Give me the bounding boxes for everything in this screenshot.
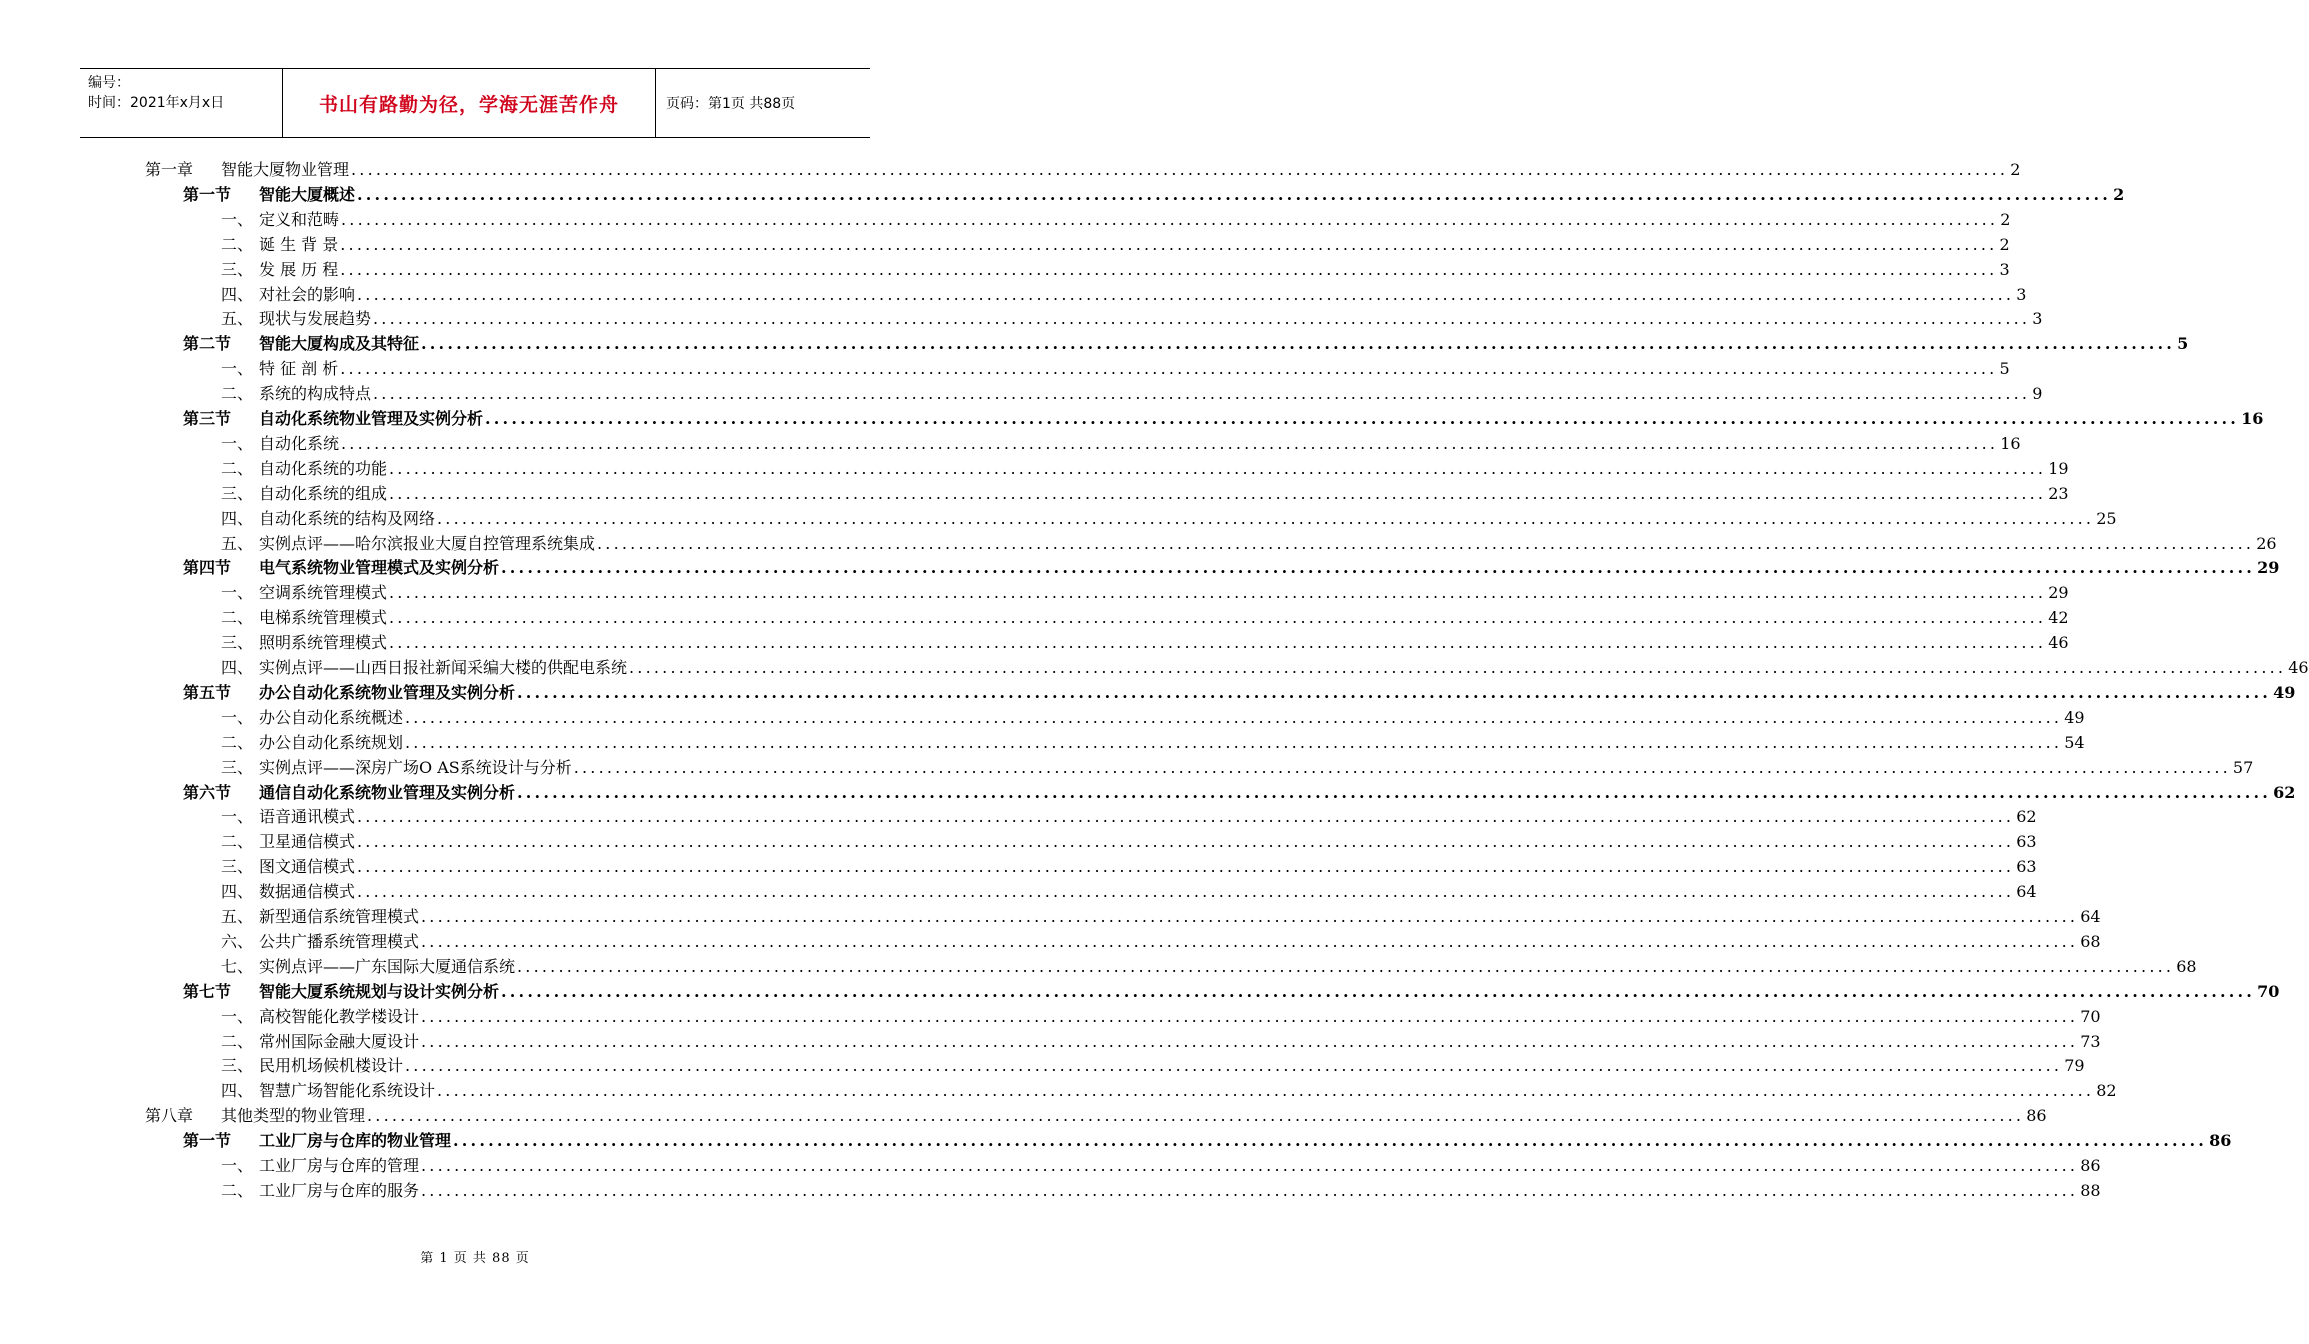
toc-leader-dots: ........................................................................................................................................................................................................: [357, 832, 2015, 852]
toc-entry-item[interactable]: [221, 606, 2069, 630]
toc-entry-title: 发 展 历 程: [259, 259, 339, 279]
toc-entry-page: 68: [2176, 956, 2197, 976]
toc-entry-page: 70: [2257, 981, 2280, 1001]
toc-leader-dots: ........................................................................................................................................................................................................: [389, 583, 2047, 603]
toc-entry-page: 62: [2016, 807, 2037, 827]
toc-entry-number: 七、: [221, 956, 254, 976]
toc-entry-title: 办公自动化系统规划: [259, 732, 404, 752]
toc-entry-item[interactable]: [221, 507, 2117, 531]
toc-entry-number: 三、: [221, 757, 254, 777]
toc-leader-dots: ........................................................................................................................................................................................................: [357, 882, 2015, 902]
toc-entry-page: 63: [2016, 857, 2037, 877]
toc-entry-number: 三、: [221, 1056, 254, 1076]
toc-entry-page: 16: [2000, 433, 2021, 453]
toc-entry-page: 46: [2048, 633, 2069, 653]
toc-leader-dots: ........................................................................................................................................................................................................: [597, 533, 2255, 553]
toc-entry-title: 智能大厦构成及其特征: [259, 334, 420, 354]
toc-entry-title: 工业厂房与仓库的物业管理: [259, 1131, 452, 1151]
toc-entry-item[interactable]: [221, 457, 2069, 481]
toc-leader-dots: ........................................................................................................................................................................................................: [421, 931, 2079, 951]
toc-entry-page: 5: [1999, 359, 2010, 379]
toc-entry-number: 二、: [221, 732, 254, 752]
toc-entry-title: 公共广播系统管理模式: [259, 931, 420, 951]
toc-entry-title: 现状与发展趋势: [259, 309, 372, 329]
toc-leader-dots: ........................................................................................................................................................................................................: [437, 508, 2095, 528]
toc-leader-dots: ........................................................................................................................................................................................................: [421, 1180, 2079, 1200]
page-header: [80, 68, 870, 138]
toc-entry-title: 实例点评——山西日报社新闻采编大楼的供配电系统: [259, 658, 628, 677]
toc-entry-item[interactable]: [221, 930, 2101, 954]
toc-entry-page: 42: [2048, 608, 2069, 628]
toc-leader-dots: ........................................................................................................................................................................................................: [367, 1106, 2025, 1126]
toc-entry-number: 三、: [221, 483, 254, 503]
toc-entry-item[interactable]: [221, 382, 2043, 406]
toc-entry-title: 工业厂房与仓库的管理: [259, 1156, 420, 1175]
toc-entry-number: 四、: [221, 508, 254, 528]
toc-entry-number: 一、: [221, 1006, 254, 1026]
toc-entry-title: 自动化系统的组成: [259, 483, 388, 503]
toc-entry-number: 三、: [221, 857, 254, 877]
toc-entry-page: 26: [2256, 533, 2277, 553]
toc-entry-number: 五、: [221, 907, 254, 926]
toc-entry-title: 图文通信模式: [259, 857, 356, 877]
toc-entry-number: 三、: [221, 633, 254, 653]
toc-leader-dots: ........................................................................................................................................................................................................: [340, 259, 1998, 279]
toc-entry-page: 19: [2048, 458, 2069, 478]
toc-entry-number: 五、: [221, 533, 254, 553]
toc-entry-number: 一、: [221, 209, 254, 229]
toc-entry-section[interactable]: [183, 980, 2280, 1004]
toc-entry-section[interactable]: [183, 332, 2189, 356]
toc-leader-dots: ........................................................................................................................................................................................................: [357, 184, 2112, 204]
toc-entry-page: 29: [2048, 583, 2069, 603]
toc-entry-title: 实例点评——深房广场O AS系统设计与分析: [259, 757, 572, 777]
toc-entry-title: 智能大厦概述: [259, 184, 356, 204]
toc-entry-number: 二、: [221, 384, 254, 404]
toc-entry-item[interactable]: [221, 258, 2010, 282]
toc-entry-item[interactable]: [221, 307, 2043, 331]
toc-entry-item[interactable]: [221, 805, 2037, 829]
toc-entry-title: 空调系统管理模式: [259, 583, 388, 603]
toc-entry-number: 一、: [221, 433, 254, 453]
toc-entry-item[interactable]: [221, 706, 2085, 730]
toc-entry-page: 29: [2257, 558, 2280, 578]
toc-entry-number: 一、: [221, 1156, 254, 1175]
toc-entry-item[interactable]: [221, 756, 2254, 780]
toc-entry-title: 办公自动化系统物业管理及实例分析: [259, 682, 516, 702]
toc-entry-title: 智慧广场智能化系统设计: [259, 1081, 436, 1101]
toc-entry-title: 实例点评——哈尔滨报业大厦自控管理系统集成: [259, 533, 596, 553]
toc-leader-dots: ........................................................................................................................................................................................................: [421, 1031, 2079, 1051]
toc-entry-title: 卫星通信模式: [259, 832, 356, 852]
toc-entry-title: 自动化系统的功能: [259, 458, 388, 478]
toc-entry-page: 46: [2288, 658, 2309, 677]
toc-entry-number: 第二节: [183, 334, 232, 354]
toc-leader-dots: ........................................................................................................................................................................................................: [573, 757, 2231, 777]
toc-entry-item[interactable]: [221, 482, 2069, 506]
toc-entry-title: 自动化系统的结构及网络: [259, 508, 436, 528]
toc-entry-number: 一、: [221, 583, 254, 603]
toc-entry-item[interactable]: [221, 731, 2085, 755]
toc-leader-dots: ........................................................................................................................................................................................................: [341, 433, 1999, 453]
toc-leader-dots: ........................................................................................................................................................................................................: [405, 732, 2063, 752]
toc-entry-page: 82: [2096, 1081, 2117, 1101]
toc-entry-page: 49: [2064, 707, 2085, 727]
toc-entry-item[interactable]: [221, 1079, 2117, 1103]
toc-entry-page: 54: [2064, 732, 2085, 752]
toc-entry-item[interactable]: [221, 880, 2037, 904]
toc-entry-page: 63: [2016, 832, 2037, 852]
toc-entry-page: 64: [2080, 907, 2101, 926]
toc-entry-item[interactable]: [221, 631, 2069, 655]
toc-leader-dots: ........................................................................................................................................................................................................: [421, 1006, 2079, 1026]
toc-entry-number: 二、: [221, 1180, 254, 1200]
toc-entry-number: 四、: [221, 882, 254, 902]
toc-entry-number: 二、: [221, 832, 254, 852]
toc-entry-title: 数据通信模式: [259, 882, 356, 902]
toc-entry-number: 四、: [221, 658, 254, 677]
toc-leader-dots: ........................................................................................................................................................................................................: [340, 234, 1998, 254]
toc-entry-item[interactable]: [221, 283, 2027, 307]
toc-entry-number: 第五节: [183, 682, 232, 702]
toc-entry-number: 第四节: [183, 558, 232, 578]
toc-entry-number: 四、: [221, 1081, 254, 1101]
toc-entry-item[interactable]: [221, 357, 2010, 381]
toc-entry-title: 电气系统物业管理模式及实例分析: [259, 558, 500, 578]
toc-entry-section[interactable]: [183, 183, 2125, 207]
toc-entry-number: 一、: [221, 807, 254, 827]
toc-leader-dots: ........................................................................................................................................................................................................: [517, 956, 2175, 976]
toc-entry-number: 第七节: [183, 981, 232, 1001]
toc-entry-title: 自动化系统物业管理及实例分析: [259, 409, 484, 428]
toc-entry-title: 特 征 剖 析: [259, 359, 339, 379]
toc-entry-title: 智能大厦系统规划与设计实例分析: [259, 981, 500, 1001]
toc-entry-title: 语音通讯模式: [259, 807, 356, 827]
toc-entry-page: 49: [2273, 682, 2296, 702]
toc-entry-page: 2: [2010, 160, 2021, 179]
toc-entry-item[interactable]: [221, 581, 2069, 605]
toc-entry-section[interactable]: [183, 1129, 2232, 1153]
toc-entry-section[interactable]: [183, 681, 2296, 705]
toc-entry-number: 第六节: [183, 782, 232, 802]
toc-entry-title: 高校智能化教学楼设计: [259, 1006, 420, 1026]
toc-entry-page: 70: [2080, 1006, 2101, 1026]
toc-entry-item[interactable]: [221, 1179, 2101, 1203]
toc-entry-number: 第一节: [183, 184, 232, 204]
toc-entry-title: 系统的构成特点: [259, 384, 372, 404]
toc-entry-title: 照明系统管理模式: [259, 633, 388, 653]
toc-entry-section[interactable]: [183, 407, 2264, 431]
toc-entry-number: 二、: [221, 608, 254, 628]
toc-leader-dots: ........................................................................................................................................................................................................: [357, 857, 2015, 877]
toc-leader-dots: ........................................................................................................................................................................................................: [517, 682, 2272, 702]
toc-entry-page: 23: [2048, 483, 2069, 503]
toc-entry-title: 常州国际金融大厦设计: [259, 1031, 420, 1051]
toc-entry-number: 二、: [221, 458, 254, 478]
toc-entry-title: 电梯系统管理模式: [259, 608, 388, 628]
toc-entry-page: 25: [2096, 508, 2117, 528]
toc-entry-page: 79: [2064, 1056, 2085, 1076]
toc-entry-number: 五、: [221, 309, 254, 329]
toc-entry-title: 其他类型的物业管理: [221, 1106, 366, 1126]
toc-entry-page: 57: [2232, 757, 2254, 777]
toc-entry-item[interactable]: [221, 855, 2037, 879]
toc-entry-item[interactable]: [221, 208, 2011, 232]
toc-entry-page: 68: [2080, 931, 2101, 951]
toc-entry-page: 2: [2113, 184, 2125, 204]
toc-leader-dots: ........................................................................................................................................................................................................: [453, 1131, 2208, 1151]
toc-leader-dots: ........................................................................................................................................................................................................: [389, 458, 2047, 478]
toc-entry-item[interactable]: [221, 1005, 2101, 1029]
toc-entry-chapter[interactable]: [145, 1104, 2047, 1128]
toc-entry-title: 实例点评——广东国际大厦通信系统: [259, 956, 516, 976]
toc-leader-dots: ........................................................................................................................................................................................................: [389, 483, 2047, 503]
toc-leader-dots: ........................................................................................................................................................................................................: [373, 309, 2031, 329]
toc-leader-dots: ........................................................................................................................................................................................................: [629, 658, 2287, 677]
toc-leader-dots: ........................................................................................................................................................................................................: [421, 334, 2176, 354]
toc-entry-chapter[interactable]: [145, 158, 2021, 182]
toc-entry-title: 工业厂房与仓库的服务: [259, 1180, 420, 1200]
toc-entry-title: 定义和范畴: [259, 209, 340, 229]
toc-entry-title: 诞 生 背 景: [259, 234, 339, 254]
toc-leader-dots: ........................................................................................................................................................................................................: [389, 633, 2047, 653]
toc-leader-dots: ........................................................................................................................................................................................................: [421, 907, 2079, 926]
toc-entry-item[interactable]: [221, 656, 2309, 680]
toc-entry-number: 一、: [221, 707, 254, 727]
toc-entry-number: 六、: [221, 931, 254, 951]
toc-entry-page: 3: [1999, 259, 2010, 279]
toc-entry-page: 86: [2026, 1106, 2047, 1126]
toc-leader-dots: ........................................................................................................................................................................................................: [373, 384, 2031, 404]
toc-entry-item[interactable]: [221, 532, 2277, 556]
toc-entry-page: 9: [2032, 384, 2043, 404]
toc-entry-page: 3: [2016, 284, 2027, 304]
toc-entry-section[interactable]: [183, 781, 2296, 805]
toc-leader-dots: ........................................................................................................................................................................................................: [437, 1081, 2095, 1101]
header-meta: [80, 69, 282, 137]
toc-leader-dots: ........................................................................................................................................................................................................: [485, 409, 2240, 428]
page-footer: 第 1 页 共 88 页: [420, 1251, 530, 1266]
toc-entry-page: 86: [2209, 1131, 2232, 1151]
toc-leader-dots: ........................................................................................................................................................................................................: [421, 1156, 2079, 1175]
toc-entry-title: 办公自动化系统概述: [259, 707, 404, 727]
doc-time-label: 时间：2021年x月x日: [88, 95, 225, 111]
toc-leader-dots: ........................................................................................................................................................................................................: [517, 782, 2272, 802]
toc-entry-item[interactable]: [221, 233, 2010, 257]
toc-entry-title: 通信自动化系统物业管理及实例分析: [259, 782, 516, 802]
toc-entry-number: 三、: [221, 259, 254, 279]
header-page-info: 页码：第1页 共88页: [666, 96, 796, 112]
toc-entry-item[interactable]: [221, 1154, 2101, 1178]
toc-leader-dots: ........................................................................................................................................................................................................: [357, 807, 2015, 827]
toc-entry-number: 一、: [221, 359, 254, 379]
toc-entry-page: 64: [2016, 882, 2037, 902]
toc-entry-item[interactable]: [221, 432, 2021, 456]
toc-entry-page: 62: [2273, 782, 2296, 802]
toc-entry-item[interactable]: [221, 955, 2197, 979]
toc-entry-page: 73: [2080, 1031, 2101, 1051]
toc-entry-number: 第一节: [183, 1131, 232, 1151]
toc-entry-page: 5: [2177, 334, 2189, 354]
toc-leader-dots: ........................................................................................................................................................................................................: [357, 284, 2015, 304]
toc-entry-number: 二、: [221, 234, 254, 254]
toc-entry-section[interactable]: [183, 556, 2280, 580]
toc-entry-title: 民用机场候机楼设计: [259, 1056, 404, 1076]
toc-leader-dots: ........................................................................................................................................................................................................: [351, 160, 2009, 179]
toc-leader-dots: ........................................................................................................................................................................................................: [501, 558, 2256, 578]
toc-entry-page: 2: [1999, 234, 2010, 254]
toc-entry-page: 16: [2241, 409, 2264, 428]
toc-entry-number: 第八章: [145, 1106, 194, 1126]
toc-entry-item[interactable]: [221, 1030, 2101, 1054]
toc-leader-dots: ........................................................................................................................................................................................................: [341, 209, 1999, 229]
header-motto: 书山有路勤为径，学海无涯苦作舟: [282, 69, 656, 137]
toc-entry-number: 四、: [221, 284, 254, 304]
toc-leader-dots: ........................................................................................................................................................................................................: [340, 359, 1998, 379]
toc-entry-title: 智能大厦物业管理: [221, 160, 350, 179]
toc-leader-dots: ........................................................................................................................................................................................................: [389, 608, 2047, 628]
toc-leader-dots: ........................................................................................................................................................................................................: [405, 707, 2063, 727]
toc-entry-item[interactable]: [221, 830, 2037, 854]
toc-entry-number: 二、: [221, 1031, 254, 1051]
toc-leader-dots: ........................................................................................................................................................................................................: [405, 1056, 2063, 1076]
toc-entry-title: 新型通信系统管理模式: [259, 907, 420, 926]
toc-entry-number: 第三节: [183, 409, 232, 428]
toc-entry-title: 对社会的影响: [259, 284, 356, 304]
toc-entry-page: 3: [2032, 309, 2043, 329]
toc-entry-item[interactable]: [221, 905, 2101, 929]
toc-entry-item[interactable]: [221, 1054, 2085, 1078]
toc-entry-page: 2: [2000, 209, 2011, 229]
doc-number-label: 编号：: [88, 75, 130, 91]
toc-entry-page: 86: [2080, 1156, 2101, 1175]
toc-entry-page: 88: [2080, 1180, 2101, 1200]
toc-leader-dots: ........................................................................................................................................................................................................: [501, 981, 2256, 1001]
toc-entry-title: 自动化系统: [259, 433, 340, 453]
toc-entry-number: 第一章: [145, 160, 194, 179]
